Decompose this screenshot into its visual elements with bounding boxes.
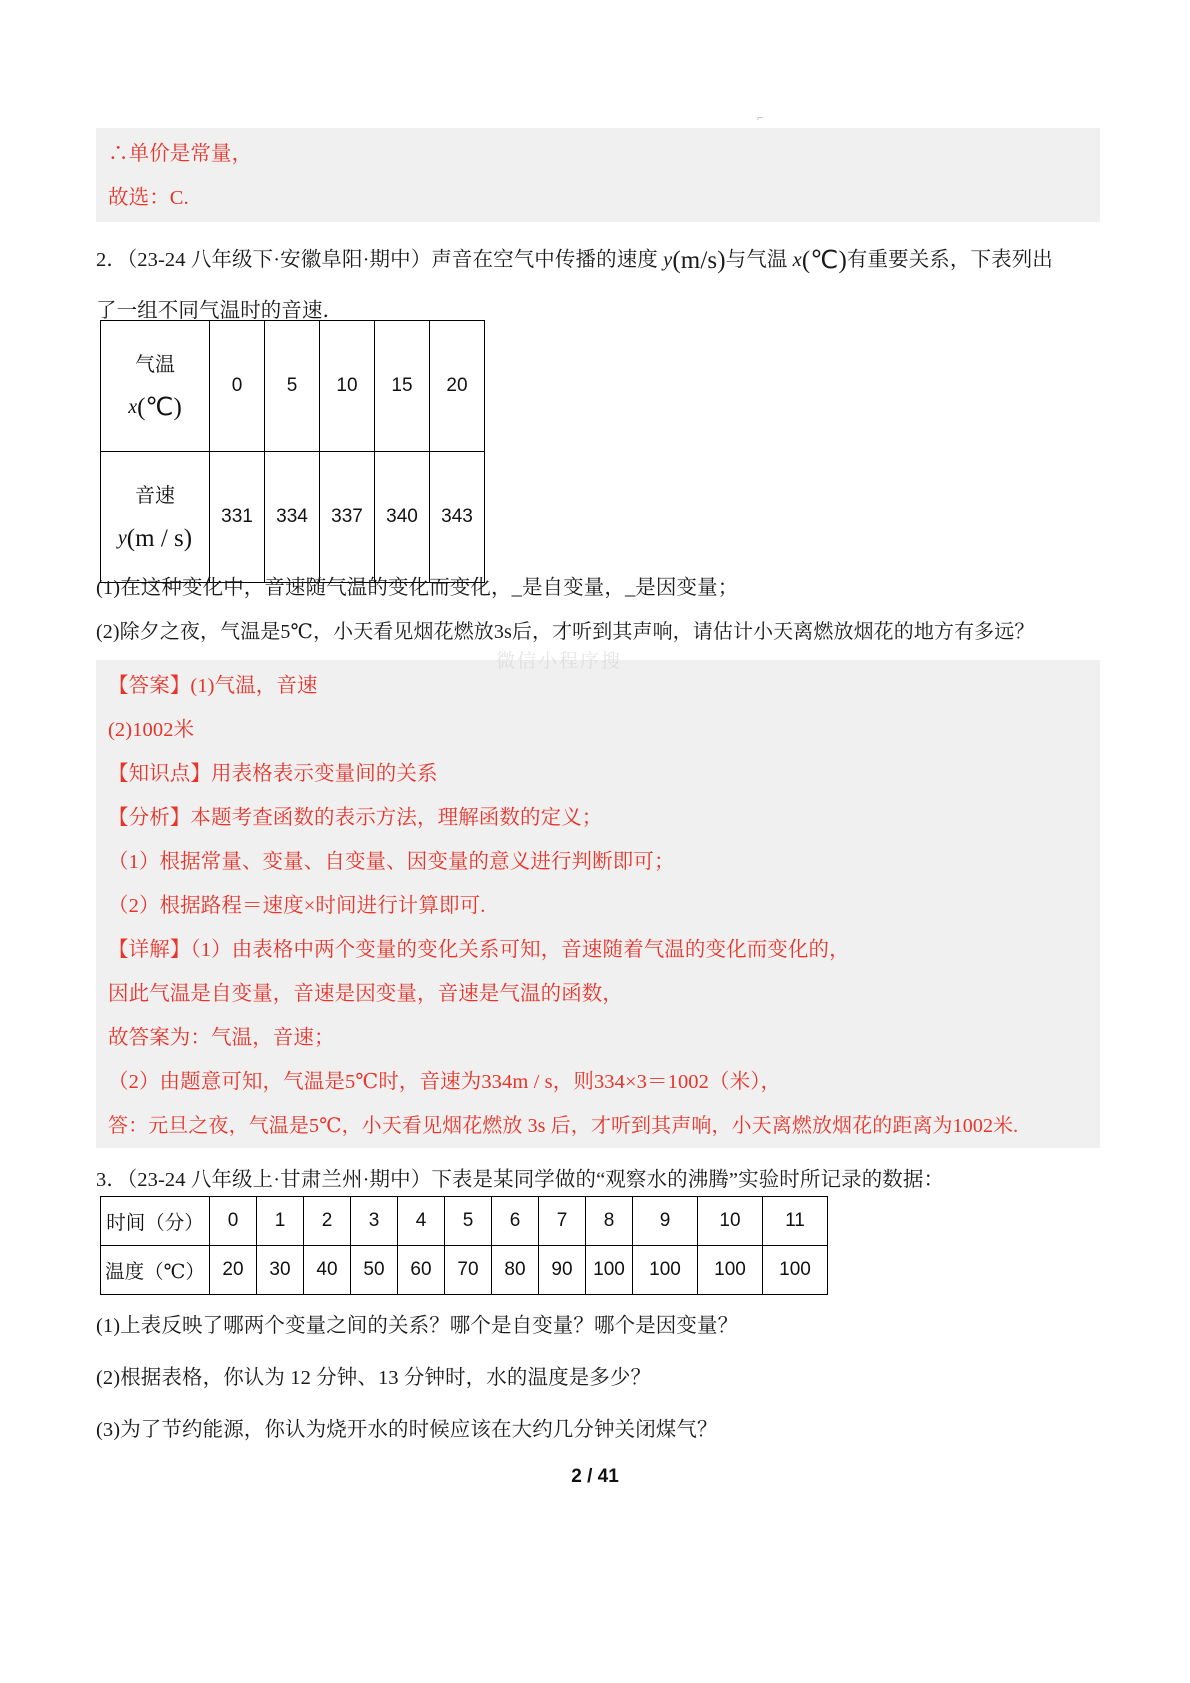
table-cell: 10 — [698, 1197, 763, 1246]
table-cell: 343 — [430, 452, 485, 583]
table-cell: 9 — [633, 1197, 698, 1246]
table-row — [101, 1197, 828, 1246]
table-cell: 100 — [763, 1246, 828, 1295]
row-label-speed-var: y — [117, 526, 127, 549]
answer-text: (1)气温，音速 — [190, 675, 318, 697]
sound-speed-table-wrapper — [96, 320, 485, 583]
question-3-number: 3． — [96, 1169, 127, 1191]
answer-line-conclusion — [102, 1104, 1094, 1148]
row-label-temp-var: x — [128, 395, 138, 418]
table-cell: 30 — [257, 1246, 304, 1295]
question-2-sub-1: (1)在这种变化中，音速随气温的变化而变化，_是自变量，_是因变量； — [96, 577, 739, 599]
answer-line: 故选：C. — [108, 187, 189, 209]
table-cell: 40 — [304, 1246, 351, 1295]
table-cell: 20 — [210, 1246, 257, 1295]
answer-line: ∴单价是常量， — [108, 143, 253, 165]
table-cell: 5 — [265, 321, 320, 452]
watermark: 微信小程序搜 — [496, 651, 623, 672]
answer-label: 【答案】 — [108, 675, 191, 697]
table-cell: 6 — [492, 1197, 539, 1246]
answer-line-analysis-1 — [102, 840, 1094, 884]
question-3-source: （23-24 八年级上·甘肃兰州·期中） — [126, 1169, 432, 1191]
row-header-temperature: 温度（℃） — [101, 1246, 210, 1295]
question-2-source: （23-24 八年级下·安徽阜阳·期中） — [126, 249, 432, 271]
row-header-time: 时间（分） — [101, 1197, 210, 1246]
table-cell: 15 — [375, 321, 430, 452]
table-row — [101, 1246, 828, 1295]
table-cell: 90 — [539, 1246, 586, 1295]
answer-line-detail — [102, 928, 1094, 972]
table-cell: 20 — [430, 321, 485, 452]
sound-speed-table — [100, 320, 485, 583]
answer-block-previous — [96, 128, 1100, 222]
question-3-sub-1: (1)上表反映了哪两个变量之间的关系？哪个是自变量？哪个是因变量？ — [96, 1315, 739, 1337]
table-cell: 2 — [304, 1197, 351, 1246]
answer-text: 用表格表示变量间的关系 — [211, 763, 438, 785]
table-cell: 11 — [763, 1197, 828, 1246]
answer-line-analysis-2 — [102, 884, 1094, 928]
row-label-temperature-unit — [107, 390, 203, 425]
table-cell: 340 — [375, 452, 430, 583]
answer-text: 本题考查函数的表示方法，理解函数的定义； — [190, 807, 603, 829]
answer-line-result-1 — [102, 664, 1094, 708]
table-cell: 4 — [398, 1197, 445, 1246]
question-2-stem-part-1: 声音在空气中传播的速度 — [431, 249, 664, 271]
row-label-temp-unit-text: (℃) — [137, 393, 182, 421]
answer-text: （2）由题意可知，气温是5℃时，音速为334m / s，则334×3＝1002（米）， — [108, 1071, 782, 1093]
table-cell: 5 — [445, 1197, 492, 1246]
table-cell: 0 — [210, 321, 265, 452]
question-2-stem-part-3: 有重要关系，下表列出 — [846, 249, 1053, 271]
table-cell: 70 — [445, 1246, 492, 1295]
table-cell: 3 — [351, 1197, 398, 1246]
variable-y: y — [663, 249, 673, 271]
table-cell: 50 — [351, 1246, 398, 1295]
row-label-speed — [101, 452, 210, 583]
question-3-subquestions — [96, 1300, 1100, 1456]
table-cell: 8 — [586, 1197, 633, 1246]
question-2-subquestions — [96, 566, 1100, 654]
row-label-speed-unit-text: (m / s) — [126, 524, 193, 552]
table-cell: 80 — [492, 1246, 539, 1295]
answer-label: 【分析】 — [108, 807, 191, 829]
boiling-water-table — [100, 1196, 828, 1295]
question-2-number: 2． — [96, 249, 127, 271]
answer-line-detail-2 — [102, 972, 1094, 1016]
table-cell: 10 — [320, 321, 375, 452]
question-3-sub-2: (2)根据表格，你认为 12 分钟、13 分钟时，水的温度是多少？ — [96, 1367, 652, 1389]
answer-text: 答：元旦之夜，气温是5℃，小天看见烟花燃放 3s 后，才听到其声响，小天离燃放烟花的距离为1002米. — [108, 1115, 1019, 1137]
answer-text: （2）根据路程＝速度×时间进行计算即可. — [108, 895, 486, 917]
answer-line-knowledge — [102, 752, 1094, 796]
table-cell: 7 — [539, 1197, 586, 1246]
table-cell: 0 — [210, 1197, 257, 1246]
row-label-speed-name: 音速 — [135, 484, 175, 507]
table-cell: 100 — [633, 1246, 698, 1295]
answer-line-result-2 — [102, 708, 1094, 752]
answer-label: 【详解】 — [108, 939, 191, 961]
table-cell: 337 — [320, 452, 375, 583]
question-2-sub-2: (2)除夕之夜，气温是5℃，小天看见烟花燃放3s后，才听到其声响，请估计小天离燃放烟花的地方有多远？ — [96, 621, 1035, 643]
unit-x: (℃) — [801, 247, 847, 274]
table-cell: 100 — [698, 1246, 763, 1295]
question-3-sub-3: (3)为了节约能源，你认为烧开水的时候应该在大约几分钟关闭煤气？ — [96, 1419, 718, 1441]
answer-text: 故答案为：气温，音速； — [108, 1027, 335, 1049]
answer-line-detail-3 — [102, 1016, 1094, 1060]
answer-block-question-2 — [96, 651, 1100, 1148]
table-row — [101, 452, 485, 583]
question-2-stem-part-2: 与气温 — [725, 249, 793, 271]
row-label-temperature-name: 气温 — [135, 353, 175, 376]
variable-x: x — [792, 249, 802, 271]
table-cell: 334 — [265, 452, 320, 583]
page-tick-mark: ⌐ — [757, 112, 764, 124]
question-2-stem-line-1 — [96, 238, 1100, 283]
table-cell: 100 — [586, 1246, 633, 1295]
answer-text: (2)1002米 — [108, 719, 195, 741]
answer-text: （1）根据常量、变量、自变量、因变量的意义进行判断即可； — [108, 851, 675, 873]
page-footer: 2 / 41 — [571, 1466, 619, 1487]
answer-label: 【知识点】 — [108, 763, 211, 785]
answer-text: （1）由表格中两个变量的变化关系可知，音速随着气温的变化而变化的， — [190, 939, 850, 961]
table-cell: 60 — [398, 1246, 445, 1295]
unit-y: (m/s) — [672, 247, 726, 274]
answer-line-analysis — [102, 796, 1094, 840]
question-3-stem-text: 下表是某同学做的“观察水的沸腾”实验时所记录的数据： — [431, 1169, 945, 1191]
answer-line-detail-4 — [102, 1060, 1094, 1104]
row-label-temperature — [101, 321, 210, 452]
row-label-speed-unit — [107, 521, 203, 556]
question-2-stem-line-2: 了一组不同气温时的音速． — [96, 300, 344, 322]
question-2 — [96, 238, 1100, 333]
table-row — [101, 321, 485, 452]
table-cell: 331 — [210, 452, 265, 583]
answer-text: 因此气温是自变量，音速是因变量，音速是气温的函数， — [108, 983, 623, 1005]
boiling-table-wrapper — [96, 1196, 828, 1295]
table-cell: 1 — [257, 1197, 304, 1246]
